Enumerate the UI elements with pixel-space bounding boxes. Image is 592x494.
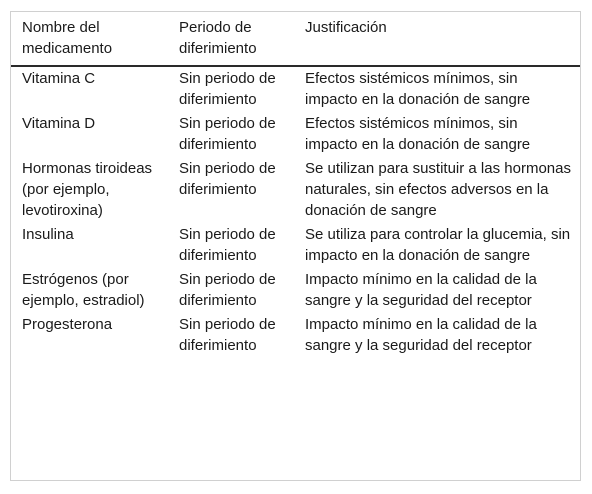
- medication-deferral-table: [11, 12, 580, 358]
- header-justification: Justificación: [294, 12, 580, 66]
- cell-medication-name: Insulina: [22, 226, 74, 243]
- table-header: [11, 12, 580, 66]
- table-row: [11, 66, 580, 112]
- cell-medication-name: Estrógenos (por ejemplo, estradiol): [22, 271, 145, 309]
- cell-medication-name: Vitamina D: [22, 115, 96, 132]
- cell-justification: Impacto mínimo en la calidad de la sangre y la seguridad del receptor: [305, 316, 537, 354]
- header-row: [11, 12, 580, 66]
- header-deferral-period: Periodo de diferimiento: [168, 12, 294, 66]
- cell-justification: Efectos sistémicos mínimos, sin impacto en la donación de sangre: [305, 115, 531, 153]
- table-row: [11, 313, 580, 358]
- cell-deferral-period: Sin periodo de diferimiento: [179, 271, 276, 309]
- cell-justification: Impacto mínimo en la calidad de la sangre y la seguridad del receptor: [305, 271, 537, 309]
- cell-deferral-period: Sin periodo de diferimiento: [179, 160, 276, 198]
- header-medication-name: Nombre del medicamento: [11, 12, 168, 66]
- cell-medication-name: Hormonas tiroideas (por ejemplo, levotiroxina): [22, 160, 153, 219]
- cell-deferral-period: Sin periodo de diferimiento: [179, 115, 276, 153]
- table-body: [11, 66, 580, 358]
- cell-justification: Efectos sistémicos mínimos, sin impacto en la donación de sangre: [305, 70, 531, 108]
- cell-medication-name: Progesterona: [22, 316, 113, 333]
- table-row: [11, 223, 580, 268]
- table-row: [11, 112, 580, 157]
- cell-medication-name: Vitamina C: [22, 70, 96, 87]
- cell-justification: Se utilizan para sustituir a las hormonas naturales, sin efectos adversos en la donación de sangre: [305, 160, 571, 219]
- cell-deferral-period: Sin periodo de diferimiento: [179, 70, 276, 108]
- medication-deferral-table-container: [10, 11, 581, 481]
- cell-deferral-period: Sin periodo de diferimiento: [179, 316, 276, 354]
- table-row: [11, 157, 580, 223]
- cell-justification: Se utiliza para controlar la glucemia, sin impacto en la donación de sangre: [305, 226, 571, 264]
- table-row: [11, 268, 580, 313]
- cell-deferral-period: Sin periodo de diferimiento: [179, 226, 276, 264]
